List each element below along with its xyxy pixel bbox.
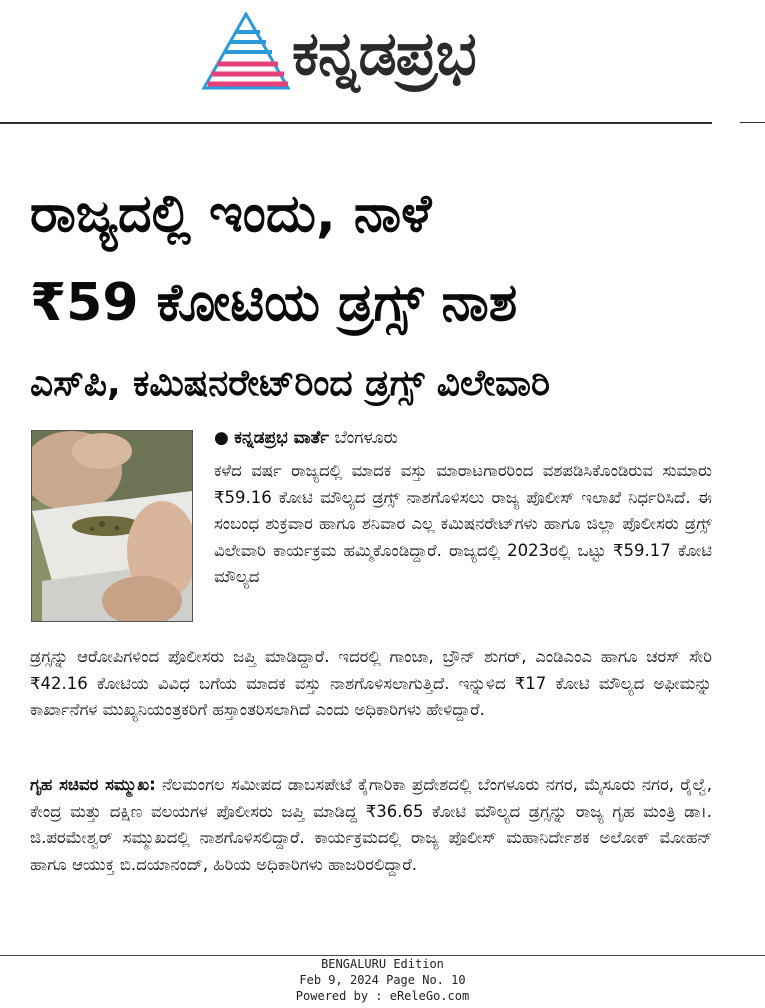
footer xyxy=(0,956,765,1004)
article-paragraph-1: ಕಳೆದ ವರ್ಷ ರಾಜ್ಯದಲ್ಲಿ ಮಾದಕ ವಸ್ತು ಮಾರಾಟಗಾರರಿಂದ ವಶಪಡಿಸಿಕೊಂಡಿರುವ ಸುಮಾರು ₹59.16 ಕೋಟಿ ಮೌಲ್ಯದ ಡ್ರಗ್ಸ್‌ ನಾಶಗೊಳಿಸಲು ರಾಜ್ಯ ಪೊಲೀಸ್ ಇಲಾಖೆ ನಿರ್ಧರಿಸಿದೆ. ಈ ಸಂಬಂಧ ಶುಕ್ರವಾರ ಹಾಗೂ ಶನಿವಾರ ಎಲ್ಲ ಕಮಿಷನರೇಟ್‌ಗಳು ಹಾಗೂ ಜಿಲ್ಲಾ ಪೊಲೀಸರು ಡ್ರಗ್ಸ್ ವಿಲೇವಾರಿ ಕಾರ್ಯಕ್ರಮ ಹಮ್ಮಿಕೊಂಡಿದ್ದಾರೆ. ರಾಜ್ಯದಲ್ಲಿ 2023ರಲ್ಲಿ ಒಟ್ಟು ₹59.17 ಕೋಟಿ ಮೌಲ್ಯದ xyxy=(214,461,712,587)
section-text: ನೆಲಮಂಗಲ ಸಮೀಪದ ಡಾಬಸಪೇಟೆ ಕೈಗಾರಿಕಾ ಪ್ರದೇಶದಲ್ಲಿ ಬೆಂಗಳೂರು ನಗರ, ಮೈಸೂರು ನಗರ, ರೈಲ್ವೆ, ಕೇಂದ್ರ ಮತ್ತು ದಕ್ಷಿಣ ವಲಯಗಳ ಪೊಲೀಸರು ಜಪ್ತಿ ಮಾಡಿದ್ದ ₹36.65 ಕೋಟಿ ಮೌಲ್ಯದ ಡ್ರಗ್ಸನ್ನು ರಾಜ್ಯ ಗೃಹ ಮಂತ್ರಿ ಡಾ।. ಜಿ.ಪರಮೇಶ್ವರ್ ಸಮ್ಮುಖದಲ್ಲಿ ನಾಶಗೊಳಿಸಲಿದ್ದಾರೆ. ಕಾರ್ಯಕ್ರಮದಲ್ಲಿ ರಾಜ್ಯ ಪೊಲೀಸ್ ಮಹಾನಿರ್ದೇಶಕ ಅಲೋಕ್ ಮೋಹನ್ ಹಾಗೂ ಆಯುಕ್ತ ಬಿ.ದಯಾನಂದ್, ಹಿರಿಯ ಅಧಿಕಾರಿಗಳು ಹಾಜರಿರಲಿದ್ದಾರೆ. xyxy=(30,775,712,874)
headline-line-2: ₹59 ಕೋಟಿಯ ಡ್ರಗ್ಸ್‌ ನಾಶ xyxy=(30,273,518,333)
masthead-divider xyxy=(0,122,712,124)
masthead-divider-right xyxy=(740,122,765,123)
date-page-label: Feb 9, 2024 Page No. 10 xyxy=(299,973,466,987)
byline-source: ಕನ್ನಡಪ್ರಭ ವಾರ್ತೆ xyxy=(234,428,330,448)
edition-label: BENGALURU Edition xyxy=(321,957,444,971)
subheadline: ಎಸ್‌ಪಿ, ಕಮಿಷನರೇಟ್‌ರಿಂದ ಡ್ರಗ್ಸ್‌ ವಿಲೇವಾರಿ xyxy=(30,363,550,404)
article-photo xyxy=(31,430,193,622)
brand-name: ಕನ್ನಡಪ್ರಭ xyxy=(292,19,476,89)
headline-line-1: ರಾಜ್ಯದಲ್ಲಿ ಇಂದು, ನಾಳೆ xyxy=(30,184,432,244)
byline xyxy=(214,425,398,451)
article-paragraph-2: ಡ್ರಗ್ಸನ್ನು ಆರೋಪಿಗಳಿಂದ ಪೊಲೀಸರು ಜಪ್ತಿ ಮಾಡಿದ್ದಾರೆ. ಇದರಲ್ಲಿ ಗಾಂಜಾ, ಬ್ರೌನ್ ಶುಗರ್, ಎಂಡಿಎಂಎ ಹಾಗೂ ಚರಸ್ ಸೇರಿ ₹42.16 ಕೋಟಿಯ ವಿವಿಧ ಬಗೆಯ ಮಾದಕ ವಸ್ತು ನಾಶಗೊಳಿಸಲಾಗುತ್ತಿದೆ. ಇನ್ನುಳಿದ ₹17 ಕೋಟಿ ಮೌಲ್ಯದ ಅಫೀಮನ್ನು ಕಾರ್ಖಾನೆಗಳ ಮುಖ್ಯನಿಯಂತ್ರಕರಿಗೆ ಹಸ್ತಾಂತರಿಸಲಾಗಿದೆ ಎಂದು ಅಧಿಕಾರಿಗಳು ಹೇಳಿದ್ದಾರೆ. xyxy=(30,647,712,720)
kannadaprabha-logo-icon xyxy=(200,12,292,92)
masthead xyxy=(0,0,765,118)
bullet: ● xyxy=(214,428,235,448)
article-paragraph-3 xyxy=(30,772,712,878)
section-lead: ಗೃಹ ಸಚಿವರ ಸಮ್ಮುಖ: xyxy=(30,775,156,794)
byline-place: ಬೆಂಗಳೂರು xyxy=(334,428,398,448)
powered-by-link[interactable]: Powered by : eReleGo.com xyxy=(295,989,470,1003)
